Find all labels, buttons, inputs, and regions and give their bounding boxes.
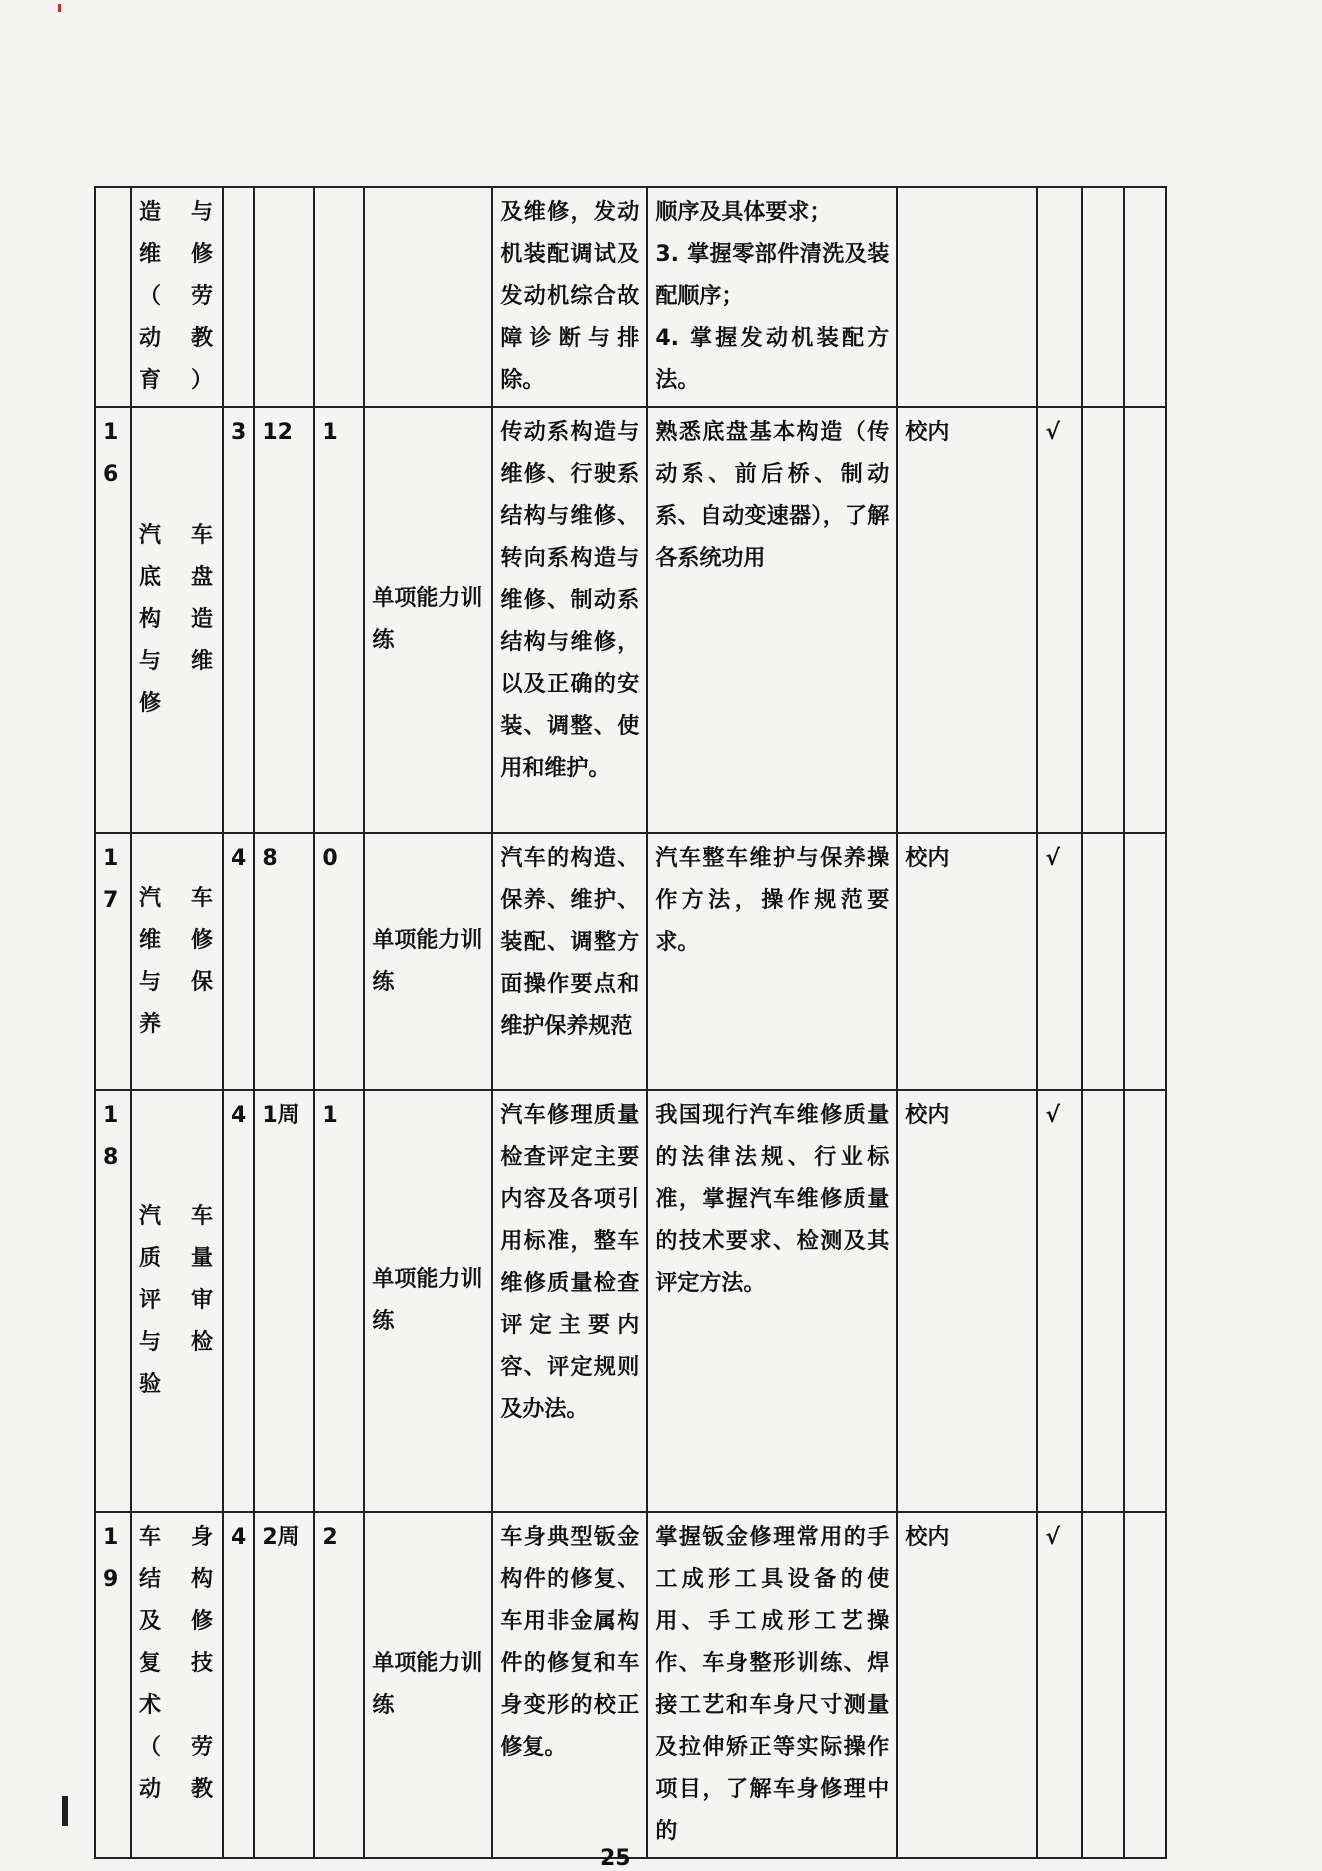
course-name: 造 与 维 修 （ 劳 动 教 育）: [131, 187, 223, 407]
course-name: 汽 车 维 修 与 保 养: [131, 833, 223, 1090]
row-number: 19: [95, 1512, 131, 1858]
extra-cell: [1082, 187, 1124, 407]
training-content: 汽车的构造、保养、维护、装配、调整方面操作要点和维护保养规范: [492, 833, 647, 1090]
training-requirements: 掌握钣金修理常用的手工成形工具设备的使用、手工成形工艺操作、车身整形训练、焊接工艺和车身尺寸测量及拉伸矫正等实际操作项目，了解车身修理中的: [647, 1512, 897, 1858]
hours-cell: 2周: [254, 1512, 314, 1858]
check-cell: √: [1037, 1512, 1082, 1858]
extra-cell: [1124, 1090, 1166, 1512]
page-number: 25: [600, 1846, 631, 1871]
location-cell: 校内: [897, 1512, 1037, 1858]
corner-mark: [58, 4, 61, 12]
credit-cell: 1: [314, 407, 364, 833]
training-content: 及维修，发动机装配调试及发动机综合故障诊断与排除。: [492, 187, 647, 407]
credit-cell: [314, 187, 364, 407]
extra-cell: [1082, 833, 1124, 1090]
course-table: [94, 186, 1167, 1859]
hours-cell: [254, 187, 314, 407]
location-cell: 校内: [897, 833, 1037, 1090]
location-cell: 校内: [897, 407, 1037, 833]
table-row: [95, 1512, 1166, 1858]
extra-cell: [1082, 1090, 1124, 1512]
training-content: 传动系构造与维修、行驶系结构与维修、转向系构造与维修、制动系结构与维修，以及正确的安装、调整、使用和维护。: [492, 407, 647, 833]
course-name: 汽 车 底 盘 构 造 与 维 修: [131, 407, 223, 833]
row-number: 18: [95, 1090, 131, 1512]
training-requirements: 熟悉底盘基本构造（传动系、前后桥、制动系、自动变速器），了解各系统功用: [647, 407, 897, 833]
semester-cell: 4: [223, 833, 254, 1090]
check-cell: √: [1037, 833, 1082, 1090]
training-requirements: 汽车整车维护与保养操作方法，操作规范要求。: [647, 833, 897, 1090]
course-name: 车 身 结 构 及 修 复 技 术 （ 劳 动 教: [131, 1512, 223, 1858]
row-number: 16: [95, 407, 131, 833]
location-cell: 校内: [897, 1090, 1037, 1512]
semester-cell: [223, 187, 254, 407]
course-name: 汽 车 质 量 评 审 与 检 验: [131, 1090, 223, 1512]
training-type: 单项能力训练: [364, 833, 492, 1090]
check-cell: √: [1037, 407, 1082, 833]
extra-cell: [1124, 407, 1166, 833]
row-number: [95, 187, 131, 407]
hours-cell: 8: [254, 833, 314, 1090]
table-row: [95, 187, 1166, 407]
extra-cell: [1124, 187, 1166, 407]
semester-cell: 3: [223, 407, 254, 833]
training-content: 汽车修理质量检查评定主要内容及各项引用标准，整车维修质量检查评定主要内容、评定规则及办法。: [492, 1090, 647, 1512]
hours-cell: 12: [254, 407, 314, 833]
credit-cell: 2: [314, 1512, 364, 1858]
extra-cell: [1082, 1512, 1124, 1858]
check-cell: [1037, 187, 1082, 407]
location-cell: [897, 187, 1037, 407]
table-row: [95, 833, 1166, 1090]
extra-cell: [1124, 833, 1166, 1090]
table-row: [95, 407, 1166, 833]
left-rule: [62, 1796, 68, 1826]
extra-cell: [1082, 407, 1124, 833]
training-type: 单项能力训练: [364, 1090, 492, 1512]
credit-cell: 0: [314, 833, 364, 1090]
credit-cell: 1: [314, 1090, 364, 1512]
training-type: [364, 187, 492, 407]
extra-cell: [1124, 1512, 1166, 1858]
semester-cell: 4: [223, 1512, 254, 1858]
training-type: 单项能力训练: [364, 1512, 492, 1858]
row-number: 17: [95, 833, 131, 1090]
training-requirements: 顺序及具体要求； 3. 掌握零部件清洗及装配顺序； 4. 掌握发动机装配方法。: [647, 187, 897, 407]
training-requirements: 我国现行汽车维修质量的法律法规、行业标准，掌握汽车维修质量的技术要求、检测及其评定方法。: [647, 1090, 897, 1512]
hours-cell: 1周: [254, 1090, 314, 1512]
training-type: 单项能力训练: [364, 407, 492, 833]
check-cell: √: [1037, 1090, 1082, 1512]
training-content: 车身典型钣金构件的修复、车用非金属构件的修复和车身变形的校正修复。: [492, 1512, 647, 1858]
semester-cell: 4: [223, 1090, 254, 1512]
table-row: [95, 1090, 1166, 1512]
